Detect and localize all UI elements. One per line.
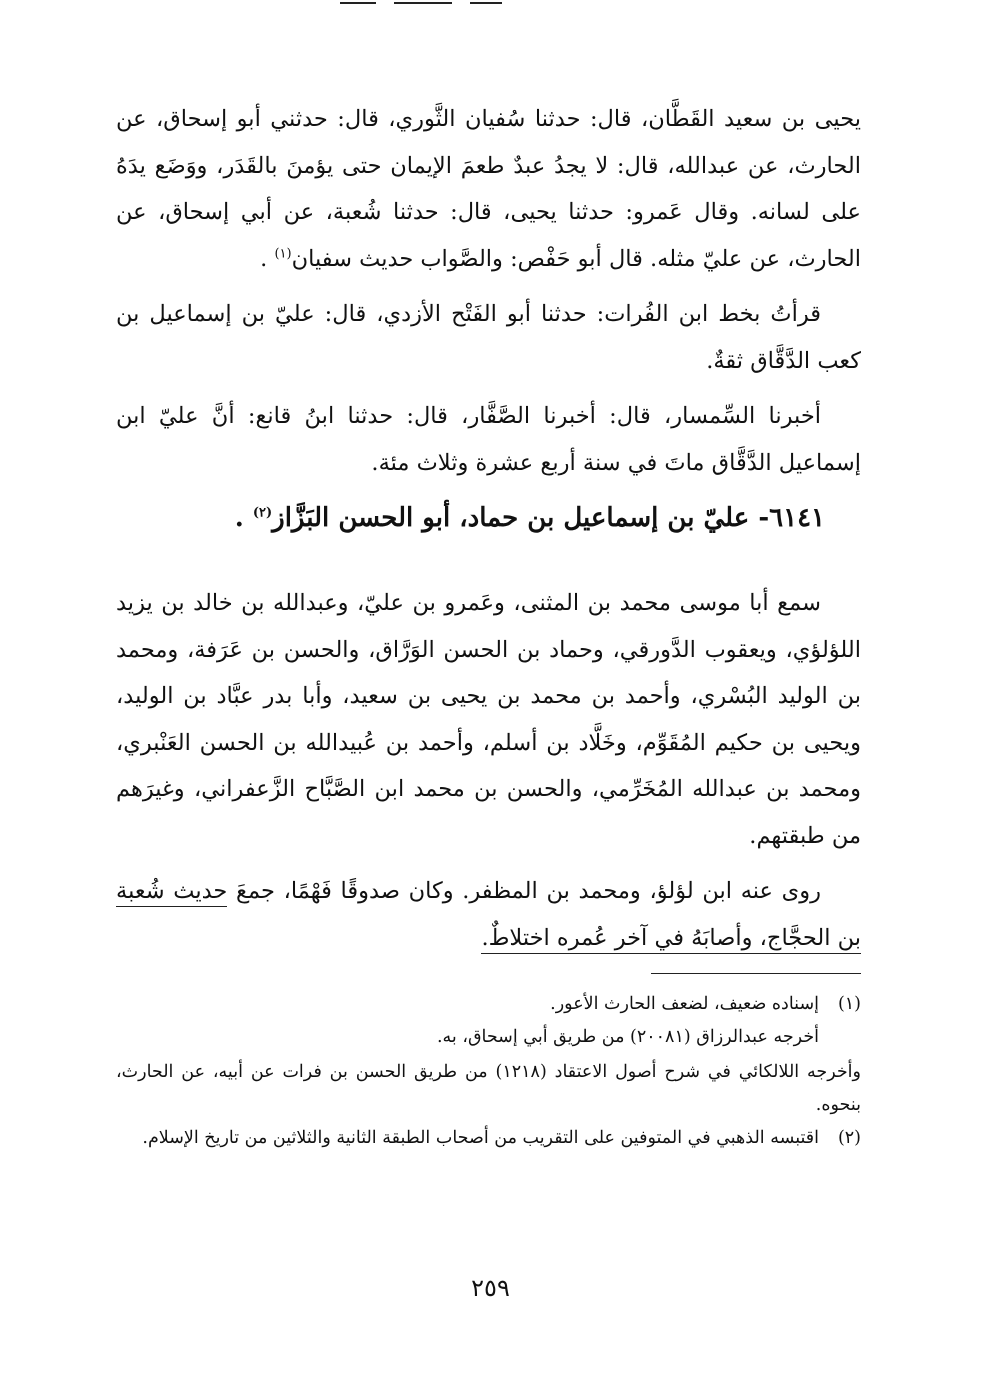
simsar-paragraph: أخبرنا السِّمسار، قال: أخبرنا الصَّفَّار، قال: حدثنا ابنُ قانع: أنَّ عليّ ابن إسماعيل الدَّقَّاق ماتَ في سنة أربع عشرة وثلاث مئة. bbox=[116, 403, 861, 476]
entry-title bbox=[116, 496, 861, 540]
narration-text: يحيى بن سعيد القَطَّان، قال: حدثنا سُفيان الثَّوري، قال: حدثني أبو إسحاق، عن الحارث، عن عبدالله، قال: لا يجدُ عبدٌ طعمَ الإيمان حتى يؤمنَ بالقَدَر، ووَضَع يدَهُ على لسانه. وقال عَمرو: حدثنا يحيى، قال: حدثنا شُعبة، عن أبي إسحاق، عن الحارث، عن عليّ مثله. قال أبو حَفْص: والصَّواب حديث سفيان bbox=[116, 106, 861, 272]
narration-paragraph bbox=[116, 96, 861, 282]
page-number: ٢٥٩ bbox=[471, 1274, 510, 1302]
narration-end: . bbox=[260, 245, 275, 272]
footnote-1-line-2: أخرجه عبدالرزاق (٢٠٠٨١) من طريق أبي إسحاق، به. bbox=[436, 1027, 819, 1047]
footnote-2 bbox=[116, 1122, 861, 1155]
footnote-divider bbox=[651, 973, 861, 974]
footnote-1 bbox=[116, 988, 861, 1054]
entry-title-text: ٦١٤١- عليّ بن إسماعيل بن حماد، أبو الحسن البَزَّاز bbox=[272, 503, 825, 533]
footnote-1-number: (١) bbox=[837, 994, 861, 1014]
footnote-2-body: اقتبسه الذهبي في المتوفين على التقريب من أصحاب الطبقة الثانية والثلاثين من تاريخ الإسلام. bbox=[142, 1128, 819, 1148]
footnote-1-line-3: وأخرجه اللالكائي في شرح أصول الاعتقاد (١٢١٨) من طريق الحسن بن فرات عن أبيه، عن الحارث، بنحوه. bbox=[116, 1062, 861, 1115]
footnote-1-line-1: إسناده ضعيف، لضعف الحارث الأعور. bbox=[550, 994, 819, 1014]
footnote-ref-2[interactable]: (٢) bbox=[252, 505, 273, 521]
footnotes bbox=[116, 988, 861, 1155]
footnote-1-body bbox=[116, 988, 819, 1054]
ibn-furat-paragraph: قرأتُ بخط ابن الفُرات: حدثنا أبو الفَتْح الأزدي، قال: عليّ بن إسماعيل بن كعب الدَّقَّاق ثقةٌ. bbox=[116, 301, 861, 374]
students-paragraph bbox=[116, 868, 861, 961]
entry-title-end: . bbox=[234, 503, 253, 533]
teachers-paragraph: سمع أبا موسى محمد بن المثنى، وعَمرو بن عليّ، وعبدالله بن خالد بن يزيد اللؤلؤي، ويعقوب الدَّورقي، وحماد بن الحسن الوَرَّاق، والحسن بن عَرَفة، ومحمد بن الوليد البُسْري، وأحمد بن محمد بن يحيى بن سعيد، وأبا بدر عبَّاد بن الوليد، ويحيى بن حكيم المُقَوِّم، وخَلَّاد بن أسلم، وأحمد بن عُبيدالله بن الحسن العَنْبري، ومحمد بن عبدالله المُخَرِّمي، والحسن بن محمد ابن الصَّبَّاح الزَّعفراني، وغيرَهم من طبقتهم. bbox=[116, 590, 861, 849]
footnote-2-number: (٢) bbox=[837, 1128, 861, 1148]
footnote-ref-1[interactable]: (١) bbox=[274, 246, 292, 261]
book-page bbox=[116, 96, 861, 1157]
top-crop-marks bbox=[340, 0, 502, 6]
students-text-last-line: حديث شُعبة بن الحجَّاج، وأصابَهُ في آخر عُمره اختلاطٌ. bbox=[116, 878, 861, 954]
students-text: روى عنه ابن لؤلؤ، ومحمد بن المظفر. وكان صدوقًا فَهْمًا، جمعَ bbox=[236, 878, 821, 904]
